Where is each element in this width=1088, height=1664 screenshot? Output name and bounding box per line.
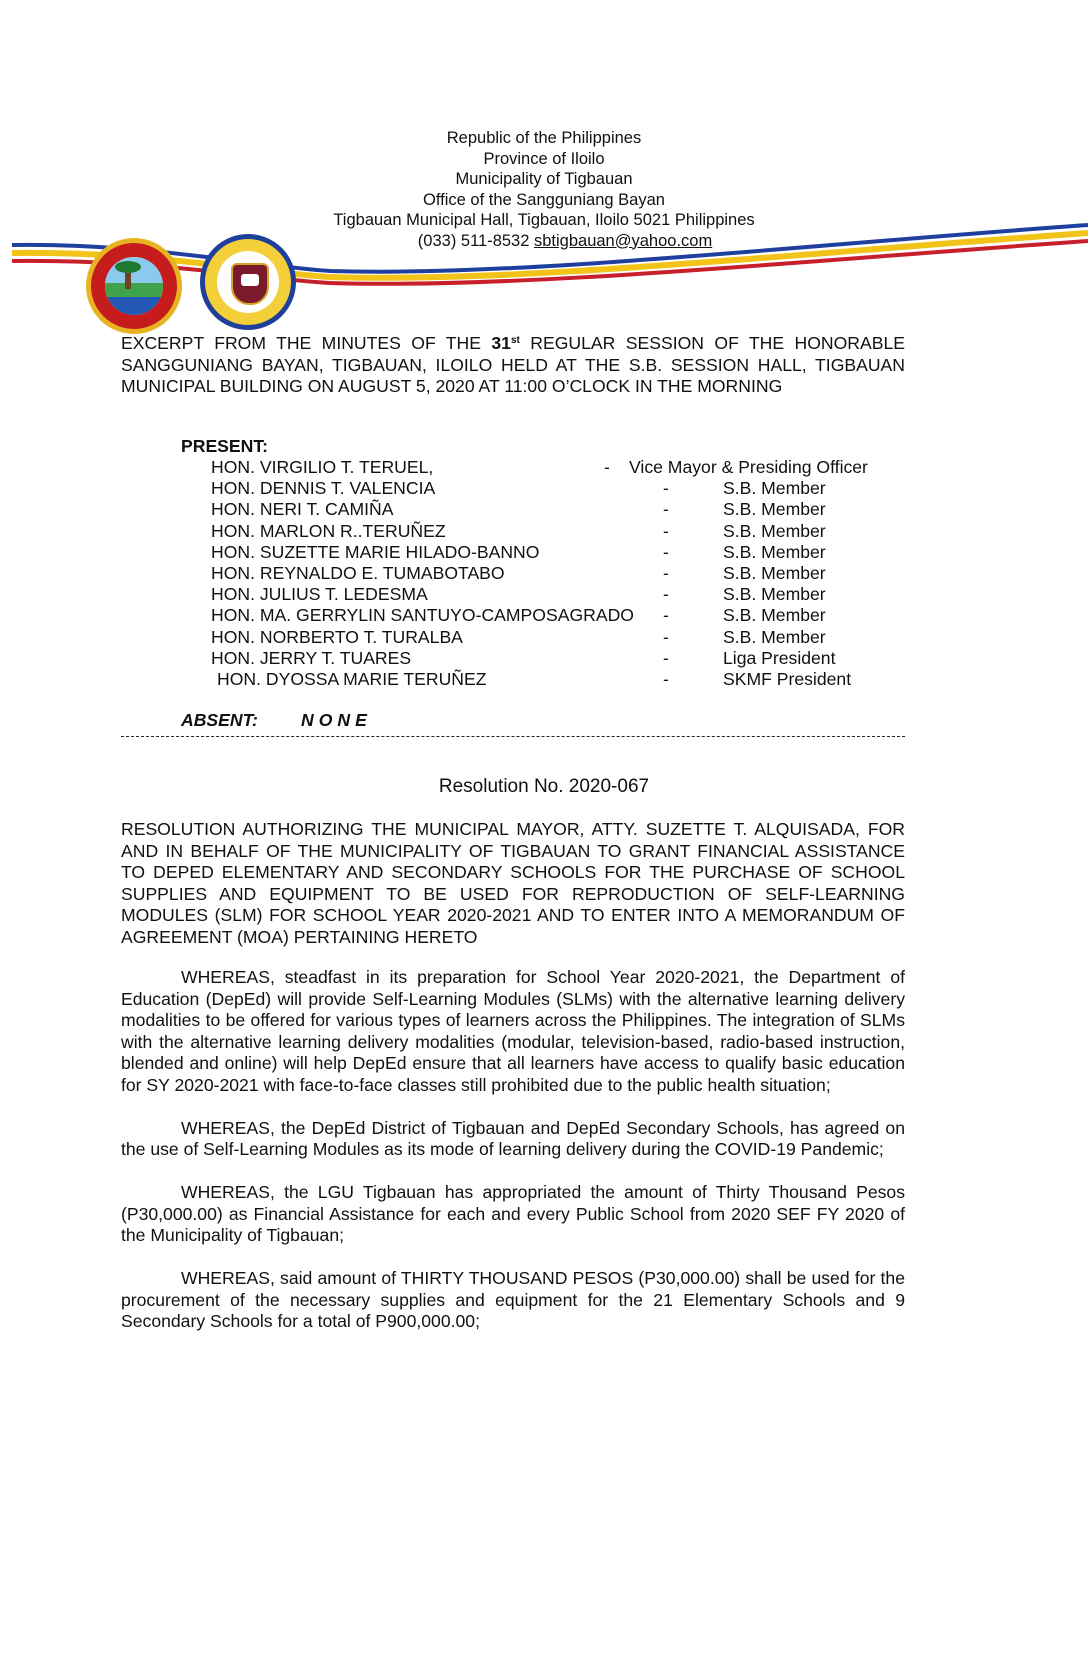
- letterhead-phone: (033) 511-8532: [417, 231, 530, 250]
- roster-row: HON. REYNALDO E. TUMABOTABO - S.B. Member: [211, 562, 826, 583]
- absent-value: NONE: [301, 710, 372, 730]
- absent-label: ABSENT:: [181, 710, 258, 730]
- dashed-divider: [121, 736, 905, 737]
- attendance-roster: [211, 457, 911, 690]
- excerpt-suffix: REGULAR SESSION OF THE HONORABLE SANGGUNIANG BAYAN, TIGBAUAN, ILOILO HELD AT THE S.B. SESSION HALL, TIGBAUAN MUNICIPAL BUILDING ON AUGUST 5, 2020 AT 11:00 O’CLOCK IN THE MORNING: [121, 333, 905, 396]
- letterhead: [0, 128, 1088, 251]
- letterhead-municipality: Municipality of Tigbauan: [455, 170, 633, 188]
- letterhead-province: Province of Iloilo: [483, 149, 605, 168]
- whereas-paragraph: WHEREAS, the LGU Tigbauan has appropriated the amount of Thirty Thousand Pesos (P30,000.00) as Financial Assistance for each and every Public School from 2020 SEF FY 2020 of the Municipality of Tigbauan;: [121, 1182, 905, 1245]
- whereas-paragraph: WHEREAS, steadfast in its preparation for School Year 2020-2021, the Department of Education (DepEd) will provide Self-Learning Modules (SLMs) with the alternative learning delivery modalities to be offered for various types of learners across the Philippines. The integration of SLMs with the alternative learning delivery modalities (modular, television-based, radio-based instruction, blended and online) will help DepEd ensure that all learners have access to qualify basic education for SY 2020-2021 with face-to-face classes still prohibited due to the public health situation;: [121, 967, 905, 1095]
- roster-row: HON. NORBERTO T. TURALBA - S.B. Member: [211, 626, 826, 647]
- excerpt-heading: [121, 330, 905, 398]
- roster-row: HON. JERRY T. TUARES - Liga President: [211, 647, 836, 668]
- roster-row: HON. JULIUS T. LEDESMA - S.B. Member: [211, 584, 826, 605]
- roster-row: HON. DYOSSA MARIE TERUÑEZ - SKMF President: [217, 668, 852, 689]
- resolution-title: RESOLUTION AUTHORIZING THE MUNICIPAL MAYOR, ATTY. SUZETTE T. ALQUISADA, FOR AND IN BEHALF OF THE MUNICIPALITY OF TIGBAUAN TO GRANT FINANCIAL ASSISTANCE TO DEPED ELEMENTARY AND SECONDARY SCHOOLS FOR THE PURCHASE OF SCHOOL SUPPLIES AND EQUIPMENT TO BE USED FOR REPRODUCTION OF SELF-LEARNING MODULES (SLM) FOR SCHOOL YEAR 2020-2021 AND TO ENTER INTO A MEMORANDUM OF AGREEMENT (MOA) PERTAINING HERETO: [121, 819, 905, 947]
- letterhead-address: Tigbauan Municipal Hall, Tigbauan, Iloilo 5021 Philippines: [333, 211, 755, 229]
- roster-row: HON. VIRGILIO T. TERUEL, - Vice Mayor & Presiding Officer: [211, 457, 868, 477]
- roster-row: HON. NERI T. CAMIÑA - S.B. Member: [211, 499, 826, 520]
- roster-row: HON. MARLON R..TERUÑEZ - S.B. Member: [211, 520, 826, 541]
- letterhead-email-link[interactable]: sbtigbauan@yahoo.com: [534, 231, 713, 250]
- present-title: PRESENT:: [181, 436, 269, 456]
- excerpt-prefix: EXCERPT FROM THE MINUTES OF THE: [121, 333, 492, 353]
- resolution-number: Resolution No. 2020-067: [438, 776, 650, 797]
- absent-line: [181, 710, 372, 731]
- session-ordinal: 31st: [491, 333, 520, 353]
- roster-row: HON. DENNIS T. VALENCIA - S.B. Member: [211, 478, 826, 499]
- whereas-paragraph: WHEREAS, the DepEd District of Tigbauan and DepEd Secondary Schools, has agreed on the use of Self-Learning Modules as its mode of learning delivery during the COVID-19 Pandemic;: [121, 1117, 905, 1159]
- letterhead-country: Republic of the Philippines: [446, 129, 642, 147]
- roster-row: HON. SUZETTE MARIE HILADO-BANNO - S.B. Member: [211, 541, 826, 562]
- whereas-clauses: [121, 967, 905, 1354]
- whereas-paragraph: WHEREAS, said amount of THIRTY THOUSAND PESOS (P30,000.00) shall be used for the procurement of the necessary supplies and equipment for the 21 Elementary Schools and 9 Secondary Schools for a total of P900,000.00;: [121, 1268, 905, 1331]
- roster-row: HON. MA. GERRYLIN SANTUYO-CAMPOSAGRADO - S.B. Member: [211, 605, 826, 626]
- letterhead-contact: [0, 231, 1088, 252]
- municipality-seal: [86, 238, 182, 334]
- letterhead-office: Office of the Sangguniang Bayan: [423, 190, 665, 209]
